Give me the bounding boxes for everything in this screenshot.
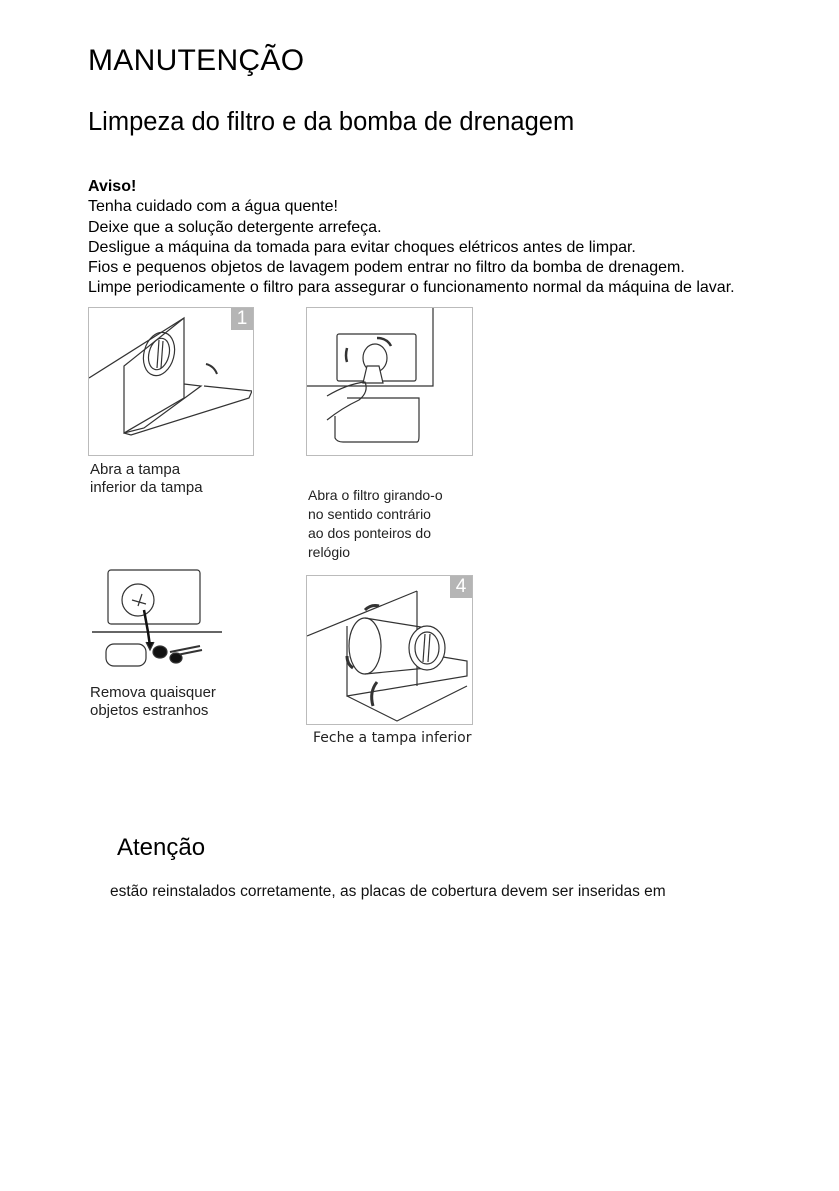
step-3-illustration <box>92 568 224 672</box>
warning-heading: Aviso! <box>88 178 137 195</box>
caption-line: Abra a tampa <box>90 461 181 478</box>
caption-line: Remova quaisquer <box>90 684 216 701</box>
caption-line: objetos estranhos <box>90 702 209 719</box>
warning-line: Tenha cuidado com a água quente! <box>88 198 338 216</box>
step-3-caption <box>90 684 216 720</box>
step-2-illustration <box>306 307 473 456</box>
step-number-badge: 1 <box>231 308 253 330</box>
step-4-caption: Feche a tampa inferior <box>313 730 472 746</box>
warning-block <box>88 177 735 299</box>
attention-heading: Atenção <box>117 834 206 861</box>
caption-line: relógio <box>308 544 351 560</box>
caption-line: Abra o filtro girando-o <box>308 487 443 503</box>
caption-line: inferior da tampa <box>90 479 203 496</box>
step-4-illustration <box>306 575 473 725</box>
page-title: MANUTENÇÃO <box>88 44 305 77</box>
warning-line: Fios e pequenos objetos de lavagem podem entrar no filtro da bomba de drenagem. <box>88 259 685 277</box>
warning-line: Limpe periodicamente o filtro para assegurar o funcionamento normal da máquina de lavar. <box>88 279 735 297</box>
caption-line: ao dos ponteiros do <box>308 525 431 541</box>
warning-line: Desligue a máquina da tomada para evitar choques elétricos antes de limpar. <box>88 238 636 256</box>
caption-line: no sentido contrário <box>308 506 431 522</box>
step-number-badge: 4 <box>450 576 472 598</box>
section-title: Limpeza do filtro e da bomba de drenagem <box>88 108 575 136</box>
step-1-illustration <box>88 307 254 456</box>
step-1-caption <box>90 461 203 497</box>
warning-line: Deixe que a solução detergente arrefeça. <box>88 218 382 236</box>
step-2-caption <box>308 486 443 562</box>
attention-text: estão reinstalados corretamente, as placas de cobertura devem ser inseridas em <box>110 883 666 900</box>
